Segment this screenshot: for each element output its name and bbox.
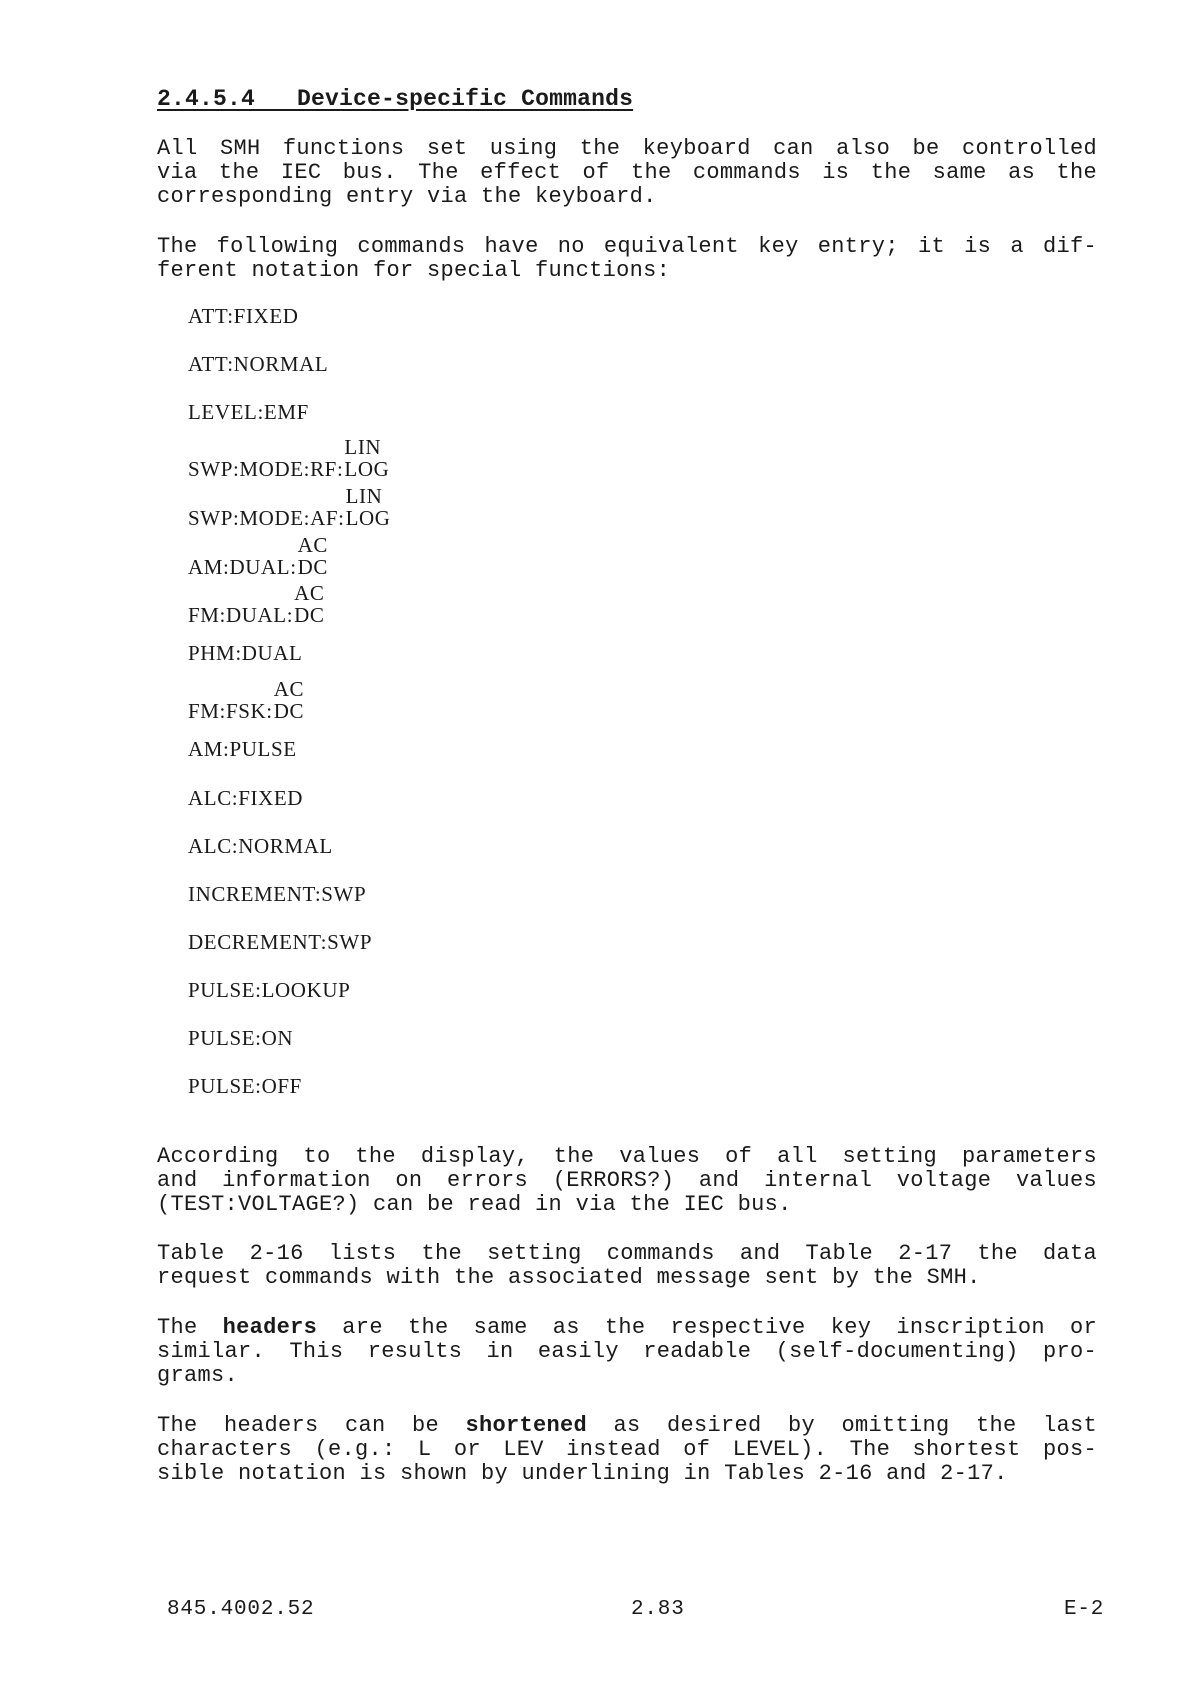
command-option-stack	[273, 677, 324, 737]
body-paragraph-5	[157, 1316, 1097, 1388]
command-text: PHM:DUAL	[188, 641, 303, 665]
command-option-stack	[345, 484, 396, 544]
paragraph-line: The following commands have no equivalent key entry; it is a dif-	[157, 234, 1097, 259]
command-item	[188, 737, 297, 761]
command-option-lower: DC	[294, 603, 325, 627]
body-paragraph-3	[157, 1145, 1097, 1217]
paragraph-line	[157, 1414, 1097, 1438]
command-option-upper: LIN	[345, 484, 383, 508]
command-item	[188, 352, 328, 376]
section-title: Device-specific Commands	[297, 86, 634, 112]
command-text: FM:FSK:	[188, 698, 273, 723]
command-text: AM:DUAL:	[188, 554, 297, 579]
paragraph-line: All SMH functions set using the keyboard can also be controlled	[157, 136, 1097, 161]
paragraph-line: ferent notation for special functions:	[157, 258, 671, 283]
command-item	[188, 400, 309, 424]
command-item	[188, 834, 333, 858]
command-option-lower: LOG	[345, 506, 391, 530]
command-text: DECREMENT:SWP	[188, 930, 373, 954]
command-text: AM:PULSE	[188, 737, 297, 761]
command-item	[188, 882, 366, 906]
paragraph-line: and information on errors (ERRORS?) and internal voltage values	[157, 1168, 1097, 1193]
paragraph-line: characters (e.g.: L or LEV instead of LEVEL). The shortest pos-	[157, 1437, 1097, 1462]
command-item	[188, 978, 350, 1002]
body-paragraph-4	[157, 1242, 1097, 1290]
command-option-upper: AC	[297, 533, 329, 557]
command-text: SWP:MODE:RF:	[188, 456, 344, 481]
paragraph-line: According to the display, the values of all setting parameters	[157, 1144, 1097, 1169]
text-run: The	[157, 1315, 223, 1340]
command-item	[188, 484, 396, 544]
command-option-lower: LOG	[344, 457, 390, 481]
command-item	[188, 930, 372, 954]
intro-paragraph-2	[157, 235, 1097, 283]
command-text: ALC:FIXED	[188, 786, 304, 810]
paragraph-line: grams.	[157, 1363, 239, 1388]
command-text: INCREMENT:SWP	[188, 882, 367, 906]
command-option-lower: DC	[273, 699, 305, 723]
paragraph-line: similar. This results in easily readable (self-documenting) pro-	[157, 1339, 1097, 1364]
text-run: are the same as the respective key inscription or	[317, 1315, 1098, 1340]
command-item	[188, 1074, 302, 1098]
command-option-lower: DC	[297, 555, 329, 579]
body-paragraph-6	[157, 1414, 1097, 1486]
command-text: PULSE:ON	[188, 1026, 294, 1050]
command-option-stack	[294, 581, 344, 641]
paragraph-line: Table 2-16 lists the setting commands and Table 2-17 the data	[157, 1241, 1097, 1266]
paragraph-line: (TEST:VOLTAGE?) can be read in via the IEC bus.	[157, 1192, 792, 1217]
command-text: ATT:NORMAL	[188, 352, 329, 376]
command-text: ATT:FIXED	[188, 304, 299, 328]
bold-term-shortened: shortened	[465, 1413, 588, 1438]
paragraph-line: corresponding entry via the keyboard.	[157, 184, 657, 209]
footer-doc-number: 845.4002.52	[167, 1598, 315, 1621]
command-text: FM:DUAL:	[188, 602, 294, 627]
command-item	[188, 677, 324, 737]
command-text: LEVEL:EMF	[188, 400, 309, 424]
paragraph-line	[157, 1316, 1097, 1340]
section-heading	[157, 86, 633, 112]
paragraph-line: request commands with the associated message sent by the SMH.	[157, 1265, 981, 1290]
command-text: PULSE:LOOKUP	[188, 978, 351, 1002]
paragraph-line: sible notation is shown by underlining in Tables 2-16 and 2-17.	[157, 1461, 1008, 1486]
command-text: ALC:NORMAL	[188, 834, 333, 858]
command-text: SWP:MODE:AF:	[188, 505, 345, 530]
command-item	[188, 304, 299, 328]
command-item	[188, 581, 344, 641]
command-option-upper: AC	[273, 677, 305, 701]
paragraph-line: via the IEC bus. The effect of the commands is the same as the	[157, 160, 1097, 185]
footer-page-number: 2.83	[631, 1598, 685, 1621]
bold-term-headers: headers	[222, 1315, 318, 1340]
command-option-upper: AC	[294, 581, 325, 605]
command-text: PULSE:OFF	[188, 1074, 302, 1098]
footer-edition: E-2	[1064, 1598, 1105, 1621]
intro-paragraph-1	[157, 137, 1097, 209]
text-run: The headers can be	[157, 1413, 466, 1438]
command-item	[188, 1026, 293, 1050]
command-item	[188, 641, 302, 665]
section-number: 2.4.5.4	[157, 86, 256, 112]
command-item	[188, 786, 303, 810]
text-run: as desired by omitting the last	[587, 1413, 1097, 1438]
command-option-upper: LIN	[344, 435, 382, 459]
